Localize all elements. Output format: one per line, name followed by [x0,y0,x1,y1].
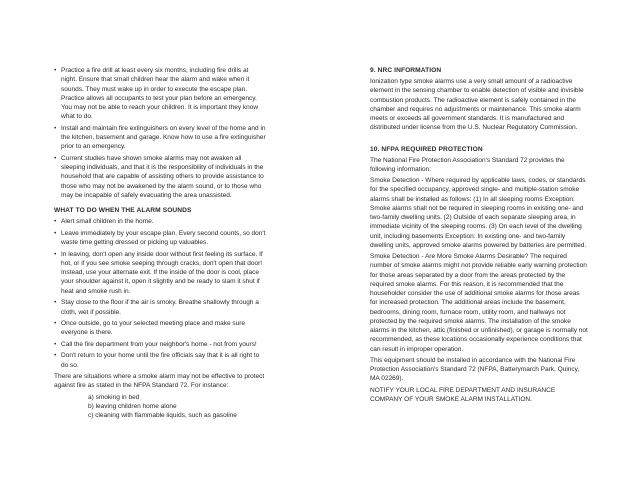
bullet-icon: • [54,299,57,307]
bullet-icon: • [54,124,57,132]
alarm-sounds-heading: WHAT TO DO WHEN THE ALARM SOUNDS [54,207,192,215]
smoke-detection-paragraph: Smoke Detection - Where required by applicable laws, codes, or standards for the specified occupancy, approved single- and multiple-station smoke alarms shall be installed as follows: (1) In all sleeping rooms Exception: Smoke alarms shall not be required in sleeping rooms in existing one- and two-family dwelling units. (2) Outside of each separate sleeping area, in immediate vicinity of the sleeping rooms. (3) On each level of the dwelling unit, including basements Exception: In existing one- and two-family dwelling units, approved smoke alarms powered by batteries are permitted. [370,177,587,249]
list-item: • In leaving, don't open any inside door without first feeling its surface. If hot, or if you see smoke seeping through cracks, don't open that door! Instead, use your alternate exit. If the inside of the door is cool, place your shoulder against it, open it slightly and be ready to slam it shut if heat and smoke rush in. [54,250,263,295]
safety-tips-list [54,66,266,200]
nrc-paragraph: Ionization type smoke alarms use a very small amount of a radioactive element in the sensing chamber to enable detection of visible and invisible combustion products. The radioactive element is safely contained in the chamber and requires no adjustments or maintenance. This smoke alarm meets or exceeds all government standards. It is manufactured and distributed under license from the U.S. Nuclear Regulatory Commission. [370,78,584,132]
notify-paragraph: NOTIFY YOUR LOCAL FIRE DEPARTMENT AND INSURANCE COMPANY OF YOUR SMOKE ALARM INSTALLATION. [370,386,556,403]
bullet-icon: • [54,229,57,237]
list-item: • Don't return to your home until the fire officials say that it is all right to do so. [54,352,260,369]
alarm-actions-list [54,217,266,370]
bullet-icon: • [54,218,57,226]
list-item: • Current studies have shown smoke alarms may not awaken all sleeping individuals, and that it is the responsibility of individuals in the household that are capable of assisting others to provide assistance to those who may not be awakened by the alarm sound, or to those who may be incapable of safely evacuating the area unassisted. [54,154,264,199]
bullet-icon: • [54,352,57,360]
limitations-paragraph: There are situations where a smoke alarm may not be effective to protect against fire as stated in the NFPA Standard 72. For instance: [54,373,265,390]
list-item: • Call the fire department from your neighbor's home - not from yours! [54,340,257,348]
installation-paragraph: This equipment should be installed in accordance with the National Fire Protection Association's Standard 72 (NFPA, Batterymarch Park, Quincy, MA 02269). [370,356,580,383]
right-column [370,66,588,406]
list-item: • Once outside, go to your selected meeting place and make sure everyone is there. [54,320,246,337]
left-column [54,66,266,420]
bullet-icon: • [54,320,57,328]
list-item: a) smoking in bed [88,393,140,401]
bullet-icon: • [54,67,57,74]
list-item: • Stay close to the floor if the air is smoky. Breathe shallowly through a cloth, wet if possible. [54,299,259,316]
more-alarms-paragraph: Smoke Detection - Are More Smoke Alarms Desirable? The required number of smoke alarms might not provide reliable early warning protection for those areas separated by a door from the areas protected by the required smoke alarms. For this reason, it is recommended that the householder consider the use of additional smoke alarms for those areas for increased protection. The additional areas include the basement, bedrooms, dining room, furnace room, utility room, and hallways not protected by the required smoke alarms. The installation of the smoke alarms in the kitchen, attic (finished or unfinished), or garage is normally not recommended, as these locations occasionally experience conditions that can result in improper operation. [370,253,588,353]
bullet-icon: • [54,250,57,258]
list-item: • Practice a fire drill at least every six months, including fire drills at night. Ensure that small children hear the alarm and wake when it sounds. They must wake up in order to execute the escape plan. Practice allows all occupants to test your plan before an emergency. You may not be able to reach your children. It is important they know what to do. [54,67,259,121]
list-item: • Leave immediately by your escape plan. Every second counts, so don't waste time getting dressed or picking up valuables. [54,229,266,247]
nfpa-intro-paragraph: The National Fire Protection Association's Standard 72 provides the following information: [370,156,565,173]
bullet-icon: • [54,340,57,348]
list-item: • Install and maintain fire extinguishers on every level of the home and in the kitchen, basement and garage. Know how to use a fire extinguisher prior to an emergency. [54,124,266,151]
list-item: b) leaving children home alone [88,402,177,410]
list-item: c) cleaning with flammable liquids, such as gasoline [88,412,237,420]
bullet-icon: • [54,154,57,162]
nfpa-heading: 10. NFPA REQUIRED PROTECTION [370,145,483,153]
nrc-heading: 9. NRC INFORMATION [370,67,442,74]
list-item: • Alert small children in the home. [54,218,154,226]
